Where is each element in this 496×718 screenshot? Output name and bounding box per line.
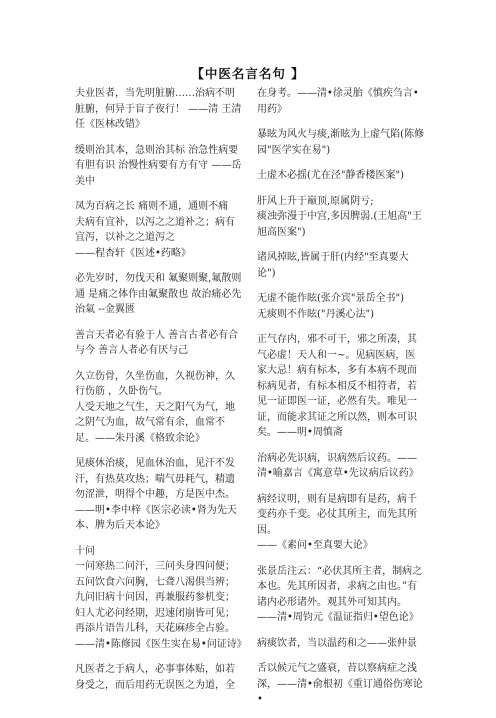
paragraph: 暴眩为风火与痰,渐眩为上虚气陷(陈修园"医学实在易")	[257, 129, 425, 156]
paragraph: 肝风上升于巅顶,原属阴亏; 痰浊弥漫于中宫,多因脾弱.(王旭高"王旭高医案")	[257, 195, 422, 238]
paragraph: 病经议明，则有是病即有是药，病千变药亦千变。必仗其所主，而先其所因。 ——《素问•至真要大论》	[257, 493, 417, 551]
paragraph: 张景岳注云：“必伏其所主者，制病之本也。先其所因者，求病之由也。”有诸内必形诸外。观其外可知其内。——清•周钧元《温证指归•望色论》	[257, 565, 423, 623]
right-column	[257, 86, 425, 718]
document-title: 【中医名言名句 】	[191, 66, 305, 81]
paragraph: 久立伤骨，久坐伤血，久视伤神，久行伤筋 ，久卧伤气。 人受天地之气生，天之阳气为气，地之阴气为血，故气常有余，血常不足。——朱丹溪《格致余论》	[75, 370, 235, 444]
paragraph: 必先岁时，勿伐天和 氟聚则聚,氟散则通 是痛之体作由氟聚散也 故治痛必先治氣 --金翼匮	[75, 273, 242, 315]
paragraph: 治病必先识病，识病然后议药。——清•喻嘉言《寓意草•先议病后议药》	[257, 452, 419, 479]
paragraph: 诸风掉眩,皆属于肝(内经"至真要大论")	[257, 252, 409, 279]
paragraph: 正气存内，邪不可干，邪之所凑，其气必虚！天人和一~。见病医病，医家大忌！病有标本，多有本病不现而标病见者，有标本相反不相符者，若见一证即医一证，必然有失。唯见一证，而能求其证之所以然，则本可识矣。——明•周慎斋	[257, 334, 417, 438]
paragraph: 病痰饮者，当以温药和之——张仲景	[257, 637, 417, 649]
paragraph: 在身考。——清•徐灵胎《慎疾刍言•用药》	[257, 88, 419, 115]
paragraph: 凤为百病之长 痛则不通，通则不痛 夫病有宜补，以泻之之道补之；病有宜泻，以补之之道泻之 ——程杏轩《医述•药略》	[75, 201, 235, 259]
paragraph: 善言天者必有验于人 善言古者必有合与今 善言人者必有厌与己	[75, 329, 239, 356]
paragraph: 缓则治其本，急则治其标 治急性病要有胆有识 治慢性病要有方有守 ——岳美中	[75, 144, 242, 187]
paragraph: 见痰休治痰，见血休治血，见汗不发汗，有热莫攻热；喘气毋耗气，精遗勿涩泄，明得个中趣，方是医中杰。——明•李中梓《医宗必读•肾为先天本、脾为后天本论》	[75, 458, 237, 531]
paragraph: 无虚不能作眩(张介宾"景岳全书") 无痰则不作眩("丹溪心法")	[257, 293, 405, 320]
paragraph: 凡医者之于病人，必事事体贴，如若身受之，而后用药无误医之为道，全	[75, 664, 235, 691]
left-column	[75, 86, 247, 703]
paragraph: 十问 一问寒热二问汗，三问头身四问便；五问饮食六问胸，七聋八渴俱当辨；九问旧病十问因，再兼服药参机变；妇人尤必问经期，迟速闭崩皆可见；再添片语告儿科，天花麻疹全占验。——清•陈修园《医生实在易•问证诗》	[75, 545, 247, 650]
paragraph: 舌以候元气之盛衰，苔以察病症之浅深，——清•俞根初《重订通俗伤寒论•	[257, 663, 423, 705]
paragraph: 土虚木必摇(尤在泾"静香楼医案")	[257, 170, 405, 181]
paragraph: 夫业医者，当先明脏腑……治病不明脏腑，何异于盲子夜行！ ——清 王清任《医林改错》	[75, 88, 242, 130]
